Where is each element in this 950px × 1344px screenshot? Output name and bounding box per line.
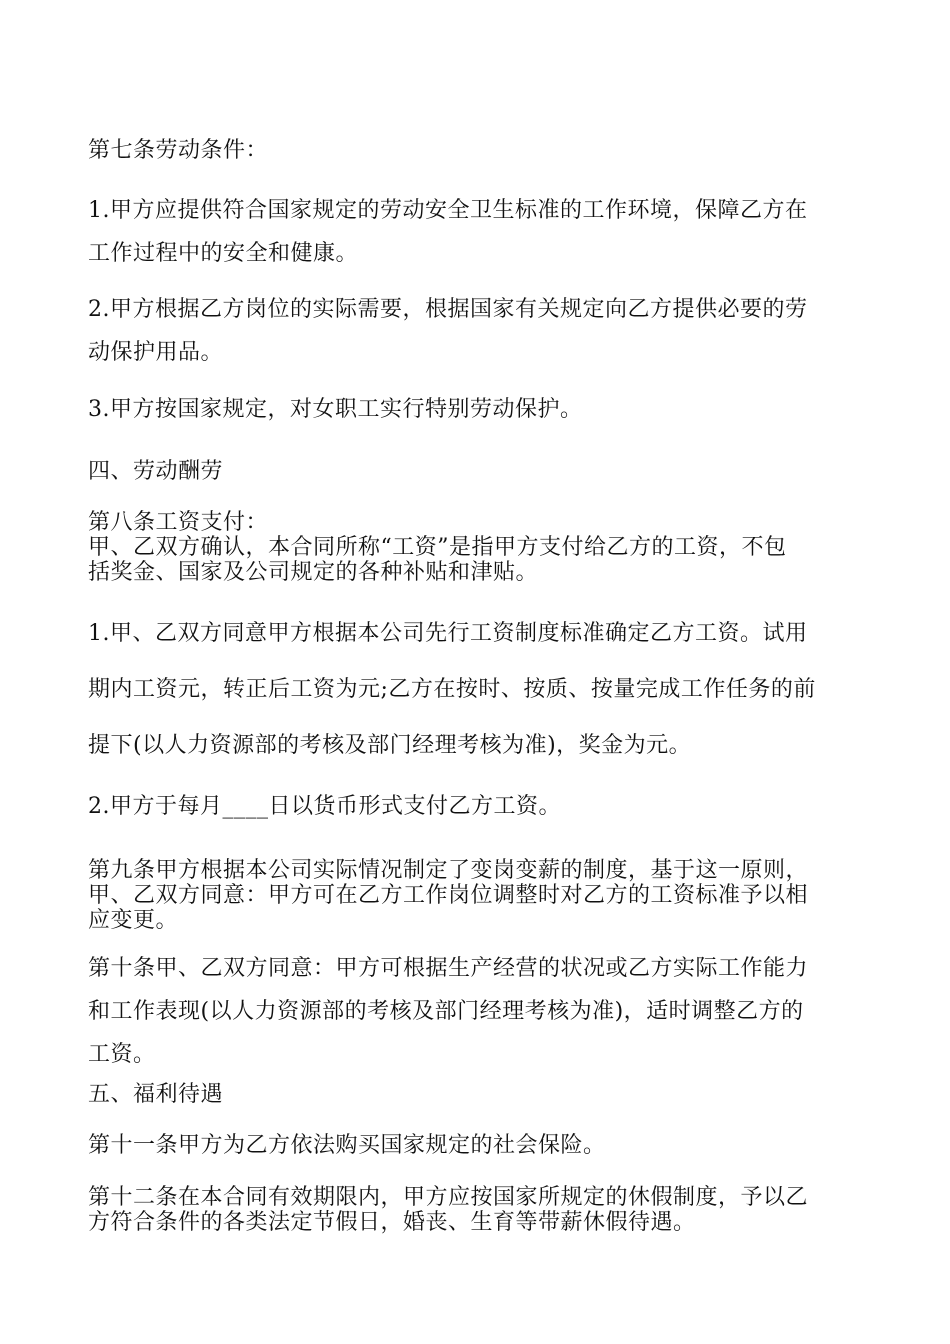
article-8 xyxy=(88,510,868,585)
text-line: 工资。 xyxy=(88,1042,156,1067)
text-line: 期内工资元，转正后工资为元;乙方在按时、按质、按量完成工作任务的前 xyxy=(88,677,816,702)
text-line: 提下(以人力资源部的考核及部门经理考核为准)，奖金为元。 xyxy=(88,733,692,758)
text-line: 应变更。 xyxy=(88,908,179,933)
text-line: 2.甲方于每月____日以货币形式支付乙方工资。 xyxy=(88,794,561,819)
article-7-item-3 xyxy=(88,388,868,431)
text-line: 第七条劳动条件： xyxy=(88,138,269,163)
article-7-item-1 xyxy=(88,189,868,275)
section-5-heading xyxy=(88,1073,868,1116)
text-line: 甲、乙双方确认，本合同所称“工资”是指甲方支付给乙方的工资，不包 xyxy=(88,535,787,560)
article-12 xyxy=(88,1185,868,1235)
text-line: 方符合条件的各类法定节假日，婚丧、生育等带薪休假待遇。 xyxy=(88,1210,696,1235)
article-7-title xyxy=(88,129,868,172)
text-line: 五、福利待遇 xyxy=(88,1082,224,1107)
text-line: 第九条甲方根据本公司实际情况制定了变岗变薪的制度，基于这一原则， xyxy=(88,858,809,883)
text-line: 第十一条甲方为乙方依法购买国家规定的社会保险。 xyxy=(88,1133,606,1158)
section-4-heading xyxy=(88,450,868,493)
text-line: 1.甲方应提供符合国家规定的劳动安全卫生标准的工作环境，保障乙方在 xyxy=(88,198,808,223)
article-8-item-2 xyxy=(88,785,868,828)
text-line: 括奖金、国家及公司规定的各种补贴和津贴。 xyxy=(88,560,539,585)
text-line: 工作过程中的安全和健康。 xyxy=(88,241,359,266)
article-8-item-1 xyxy=(88,606,868,774)
text-line: 第十条甲、乙双方同意：甲方可根据生产经营的状况或乙方实际工作能力 xyxy=(88,956,809,981)
article-10 xyxy=(88,947,868,1076)
text-line: 第八条工资支付： xyxy=(88,510,269,535)
text-line: 第十二条在本合同有效期限内，甲方应按国家所规定的休假制度，予以乙 xyxy=(88,1185,809,1210)
article-7-item-2 xyxy=(88,288,868,374)
text-line: 3.甲方按国家规定，对女职工实行特别劳动保护。 xyxy=(88,397,583,422)
text-line: 甲、乙双方同意：甲方可在乙方工作岗位调整时对乙方的工资标准予以相 xyxy=(88,883,809,908)
text-line: 1.甲、乙双方同意甲方根据本公司先行工资制度标准确定乙方工资。试用 xyxy=(88,621,808,646)
article-11 xyxy=(88,1124,868,1167)
text-line: 2.甲方根据乙方岗位的实际需要，根据国家有关规定向乙方提供必要的劳 xyxy=(88,297,808,322)
text-line: 动保护用品。 xyxy=(88,340,224,365)
article-9 xyxy=(88,858,868,933)
text-line: 和工作表现(以人力资源部的考核及部门经理考核为准)，适时调整乙方的 xyxy=(88,999,804,1024)
text-line: 四、劳动酬劳 xyxy=(88,459,224,484)
